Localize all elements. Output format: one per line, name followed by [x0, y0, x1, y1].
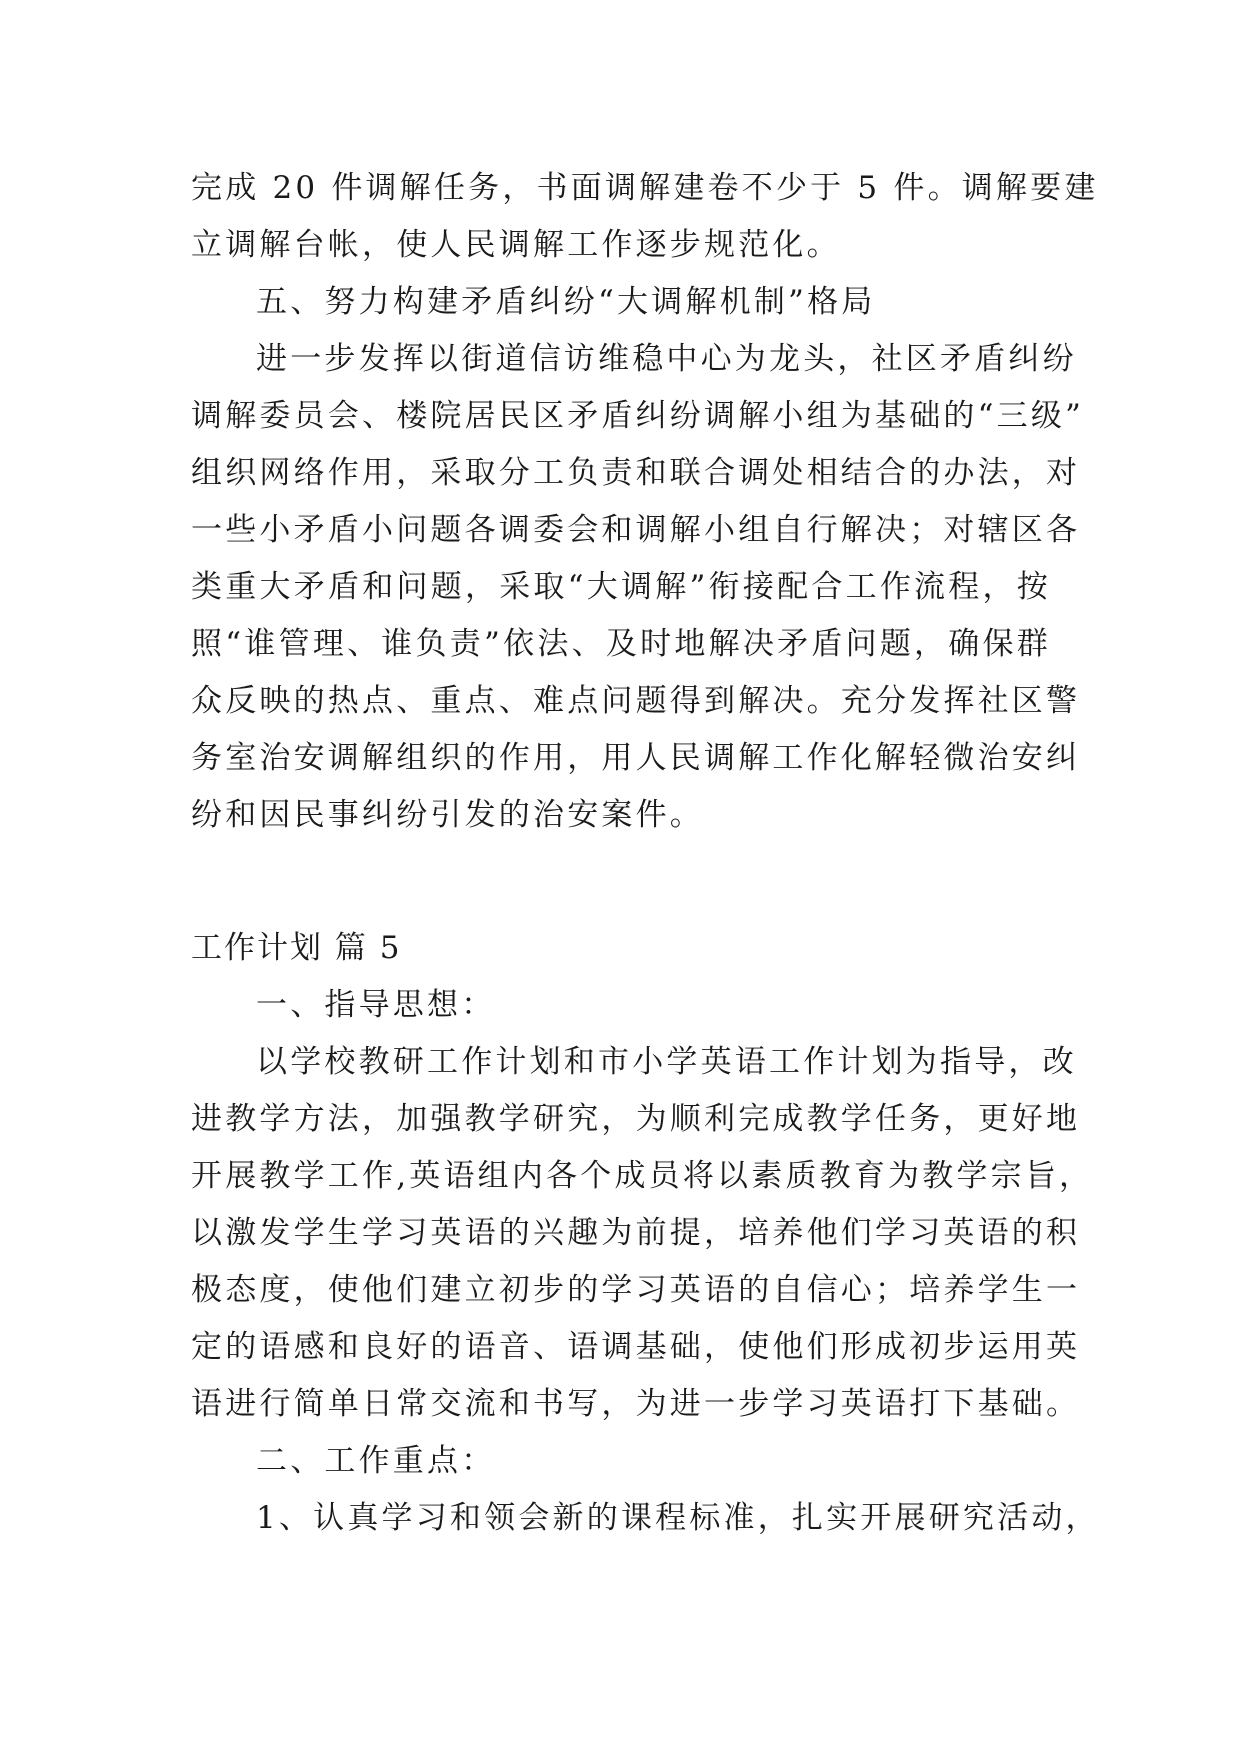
- heading-line: 五、努力构建矛盾纠纷“大调解机制”格局: [256, 284, 876, 320]
- text-line: 务室治安调解组织的作用，用人民调解工作化解轻微治安纠: [191, 740, 1081, 776]
- text-line: 类重大矛盾和问题，采取“大调解”衔接配合工作流程，按: [191, 569, 1051, 605]
- text-line: 进一步发挥以街道信访维稳中心为龙头，社区矛盾纠纷: [256, 341, 1077, 377]
- text-line: 完成 20 件调解任务，书面调解建卷不少于 5 件。调解要建: [191, 170, 1099, 206]
- text-line: 语进行简单日常交流和书写，为进一步学习英语打下基础。: [191, 1386, 1081, 1422]
- text-line: 一些小矛盾小问题各调委会和调解小组自行解决；对辖区各: [191, 512, 1081, 548]
- paragraph: [191, 1034, 1094, 1433]
- text-line: 开展教学工作,英语组内各个成员将以素质教育为教学宗旨，: [191, 1158, 1094, 1194]
- text-line: 众反映的热点、重点、难点问题得到解决。充分发挥社区警: [191, 683, 1081, 719]
- section-heading: [191, 274, 1051, 331]
- text-line: 以激发学生学习英语的兴趣为前提，培养他们学习英语的积: [191, 1215, 1081, 1251]
- text-line: 纷和因民事纠纷引发的治安案件。: [191, 797, 704, 833]
- paragraph: [191, 331, 1085, 844]
- section-heading: [191, 977, 1051, 1034]
- heading-line: 一、指导思想：: [256, 987, 496, 1023]
- text-line: 立调解台帐，使人民调解工作逐步规范化。: [191, 227, 841, 263]
- paragraph: [191, 1490, 1100, 1547]
- document-body: [191, 160, 1100, 1547]
- paragraph: [191, 160, 1099, 274]
- text-line: 照“谁管理、谁负责”依法、及时地解决矛盾问题，确保群: [191, 626, 1051, 662]
- heading-line: 二、工作重点：: [256, 1443, 496, 1479]
- text-line: 定的语感和良好的语音、语调基础，使他们形成初步运用英: [191, 1329, 1081, 1365]
- section-spacer: [191, 844, 1051, 920]
- text-line: 组织网络作用，采取分工负责和联合调处相结合的办法，对: [191, 455, 1081, 491]
- plan-title: 工作计划 篇 5: [191, 930, 402, 966]
- text-line: 调解委员会、楼院居民区矛盾纠纷调解小组为基础的“三级”: [191, 398, 1085, 434]
- text-line: 以学校教研工作计划和市小学英语工作计划为指导，改: [256, 1044, 1077, 1080]
- text-line: 进教学方法，加强教学研究，为顺利完成教学任务，更好地: [191, 1101, 1081, 1137]
- text-line: 1、认真学习和领会新的课程标准，扎实开展研究活动，: [256, 1500, 1100, 1536]
- text-line: 极态度，使他们建立初步的学习英语的自信心；培养学生一: [191, 1272, 1081, 1308]
- section-heading: [191, 1433, 1051, 1490]
